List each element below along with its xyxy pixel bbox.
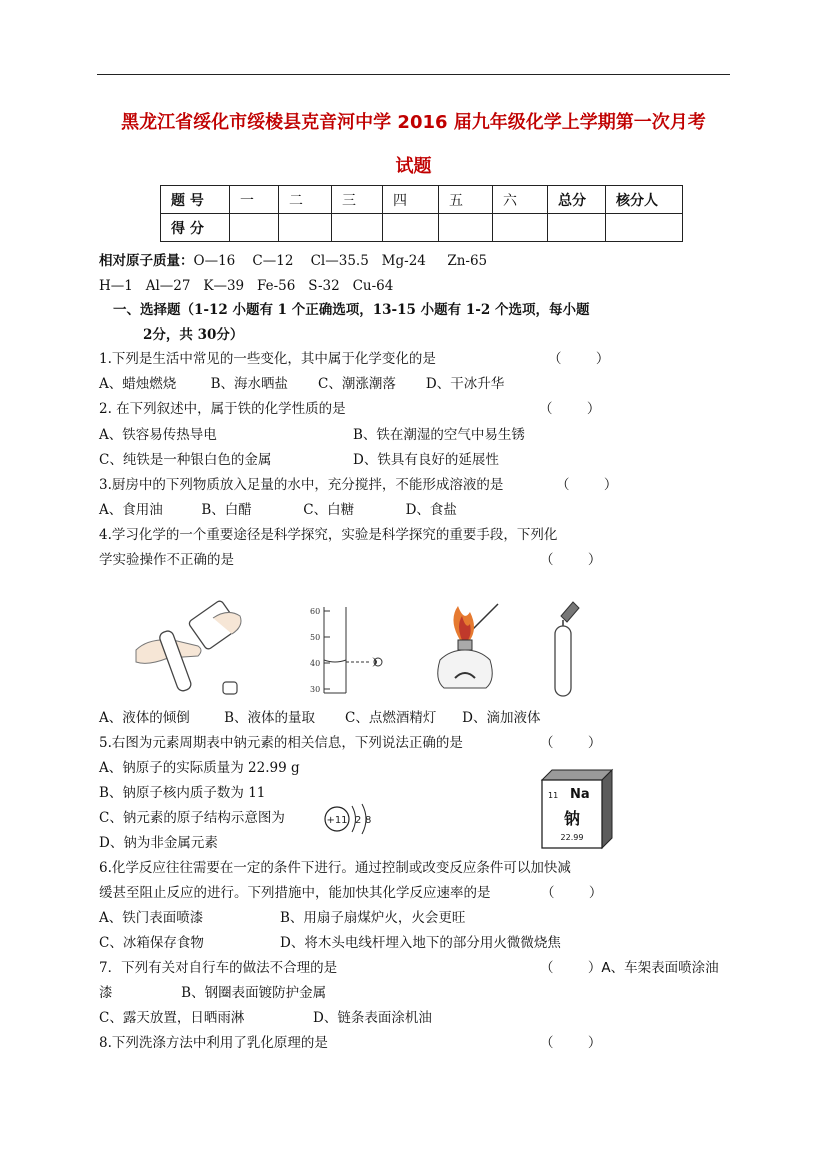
question-5-option-d: D、钠为非金属元素 (99, 835, 218, 851)
answer-paren-2[interactable]: （ ） (539, 401, 601, 417)
answer-paren-4[interactable]: （ ） (540, 552, 602, 568)
shell-electrons: 2 (355, 815, 362, 826)
question-1: 1.下列是生活中常见的一些变化，其中属于化学变化的是 (99, 351, 436, 367)
score-input-cell[interactable] (606, 214, 683, 242)
score-table-score-row (161, 214, 683, 242)
section1-heading-cont: 2分，共 30分） (143, 327, 244, 343)
question-4-line2: 学实验操作不正确的是 (99, 552, 234, 568)
question-6-line2: 缓甚至阻止反应的进行。下列措施中，能加快其化学反应速率的是 (99, 885, 491, 901)
question-8: 8.下列洗涤方法中利用了乳化原理的是 (99, 1035, 328, 1051)
score-cell: 二 (279, 186, 332, 214)
header-rule (97, 74, 730, 75)
element-name: 钠 (563, 809, 581, 828)
element-symbol: Na (570, 787, 590, 802)
shell-electrons: 8 (365, 815, 372, 826)
question-2: 2. 在下列叙述中，属于铁的化学性质的是 (99, 401, 346, 417)
question-5-option-c: C、钠元素的原子结构示意图为 (99, 810, 285, 826)
question-2-option-a: A、铁容易传热导电 (99, 427, 217, 443)
score-input-cell[interactable] (279, 214, 332, 242)
question-5-option-b: B、钠原子核内质子数为 11 (99, 785, 266, 801)
score-cell: 四 (383, 186, 439, 214)
score-cell: 核分人 (606, 186, 683, 214)
question-6-option-c: C、冰箱保存食物 (99, 935, 204, 951)
question-7: 7．下列有关对自行车的做法不合理的是 (99, 960, 338, 976)
dropper-tube-figure (545, 600, 585, 700)
alcohol-lamp-figure (420, 600, 510, 700)
question-2-option-d: D、铁具有良好的延展性 (353, 452, 499, 468)
question-6-option-b: B、用扇子扇煤炉火，火会更旺 (280, 910, 466, 926)
question-7-line2: 漆 B、钢圈表面镀防护金属 (99, 985, 327, 1001)
question-4-line1: 4.学习化学的一个重要途径是科学探究，实验是科学探究的重要手段，下列化 (99, 527, 558, 543)
sodium-element-card (538, 768, 618, 852)
cylinder-tick: 30 (310, 685, 321, 694)
atomic-mass-line2: H—1 Al—27 K—39 Fe-56 S-32 Cu-64 (99, 278, 394, 294)
question-6-option-a: A、铁门表面喷漆 (99, 910, 204, 926)
cylinder-tick: 40 (310, 659, 321, 668)
atomic-mass-label: 相对原子质量： (99, 253, 194, 269)
sodium-atom-structure-diagram (322, 798, 382, 840)
section1-heading: 一、选择题（1-12 小题有 1 个正确选项，13-15 小题有 1-2 个选项，每小题 (113, 302, 590, 318)
element-mass: 22.99 (560, 833, 584, 842)
question-7-line3: C、露天放置，日晒雨淋 D、链条表面涂机油 (99, 1010, 432, 1026)
score-input-cell[interactable] (548, 214, 606, 242)
question-5-option-a: A、钠原子的实际质量为 22.99 g (99, 760, 300, 776)
question-5: 5.右图为元素周期表中钠元素的相关信息，下列说法正确的是 (99, 735, 463, 751)
question-2-option-b: B、铁在潮湿的空气中易生锈 (353, 427, 525, 443)
question-2-option-c: C、纯铁是一种银白色的金属 (99, 452, 272, 468)
answer-paren-6[interactable]: （ ） (541, 885, 603, 901)
answer-paren-1[interactable]: （ ） (548, 351, 610, 367)
answer-paren-3[interactable]: （ ） (556, 477, 618, 493)
cylinder-tick: 50 (310, 633, 321, 642)
cylinder-tick: 60 (310, 607, 321, 616)
answer-paren-7[interactable]: （ ）A、车架表面喷涂油 (540, 960, 719, 976)
question-4-options: A、液体的倾倒 B、液体的量取 C、点燃酒精灯 D、滴加液体 (99, 710, 541, 726)
question-1-options: A、蜡烛燃烧 B、海水晒盐 C、潮涨潮落 D、干冰升华 (99, 376, 505, 392)
score-cell: 题 号 (161, 186, 230, 214)
question-3: 3.厨房中的下列物质放入足量的水中，充分搅拌，不能形成溶液的是 (99, 477, 504, 493)
score-input-cell[interactable] (439, 214, 493, 242)
answer-paren-5[interactable]: （ ） (540, 735, 602, 751)
pouring-liquid-figure (128, 600, 248, 700)
element-number: 11 (548, 791, 559, 800)
score-table (160, 185, 683, 242)
graduated-cylinder-figure (300, 605, 400, 695)
question-6-option-d: D、将木头电线杆埋入地下的部分用火微微烧焦 (280, 935, 561, 951)
nucleus-charge: +11 (326, 815, 348, 826)
score-input-cell[interactable] (493, 214, 548, 242)
score-cell: 总分 (548, 186, 606, 214)
answer-paren-8[interactable]: （ ） (540, 1035, 602, 1051)
question-3-options: A、食用油 B、白醋 C、白糖 D、食盐 (99, 502, 457, 518)
score-cell: 一 (230, 186, 279, 214)
score-cell: 三 (332, 186, 383, 214)
score-cell: 五 (439, 186, 493, 214)
score-row-label: 得 分 (161, 214, 230, 242)
question-6-line1: 6.化学反应往往需要在一定的条件下进行。通过控制或改变反应条件可以加快减 (99, 860, 571, 876)
atomic-mass-line1 (99, 251, 487, 271)
atomic-mass-values1: O—16 C—12 Cl—35.5 Mg-24 Zn-65 (193, 253, 488, 269)
exam-title-line2: 试题 (395, 156, 432, 177)
exam-title-line1: 黑龙江省绥化市绥棱县克音河中学 2016 届九年级化学上学期第一次月考 (121, 112, 706, 133)
score-table-header-row (161, 186, 683, 214)
score-input-cell[interactable] (230, 214, 279, 242)
score-cell: 六 (493, 186, 548, 214)
score-input-cell[interactable] (383, 214, 439, 242)
score-input-cell[interactable] (332, 214, 383, 242)
